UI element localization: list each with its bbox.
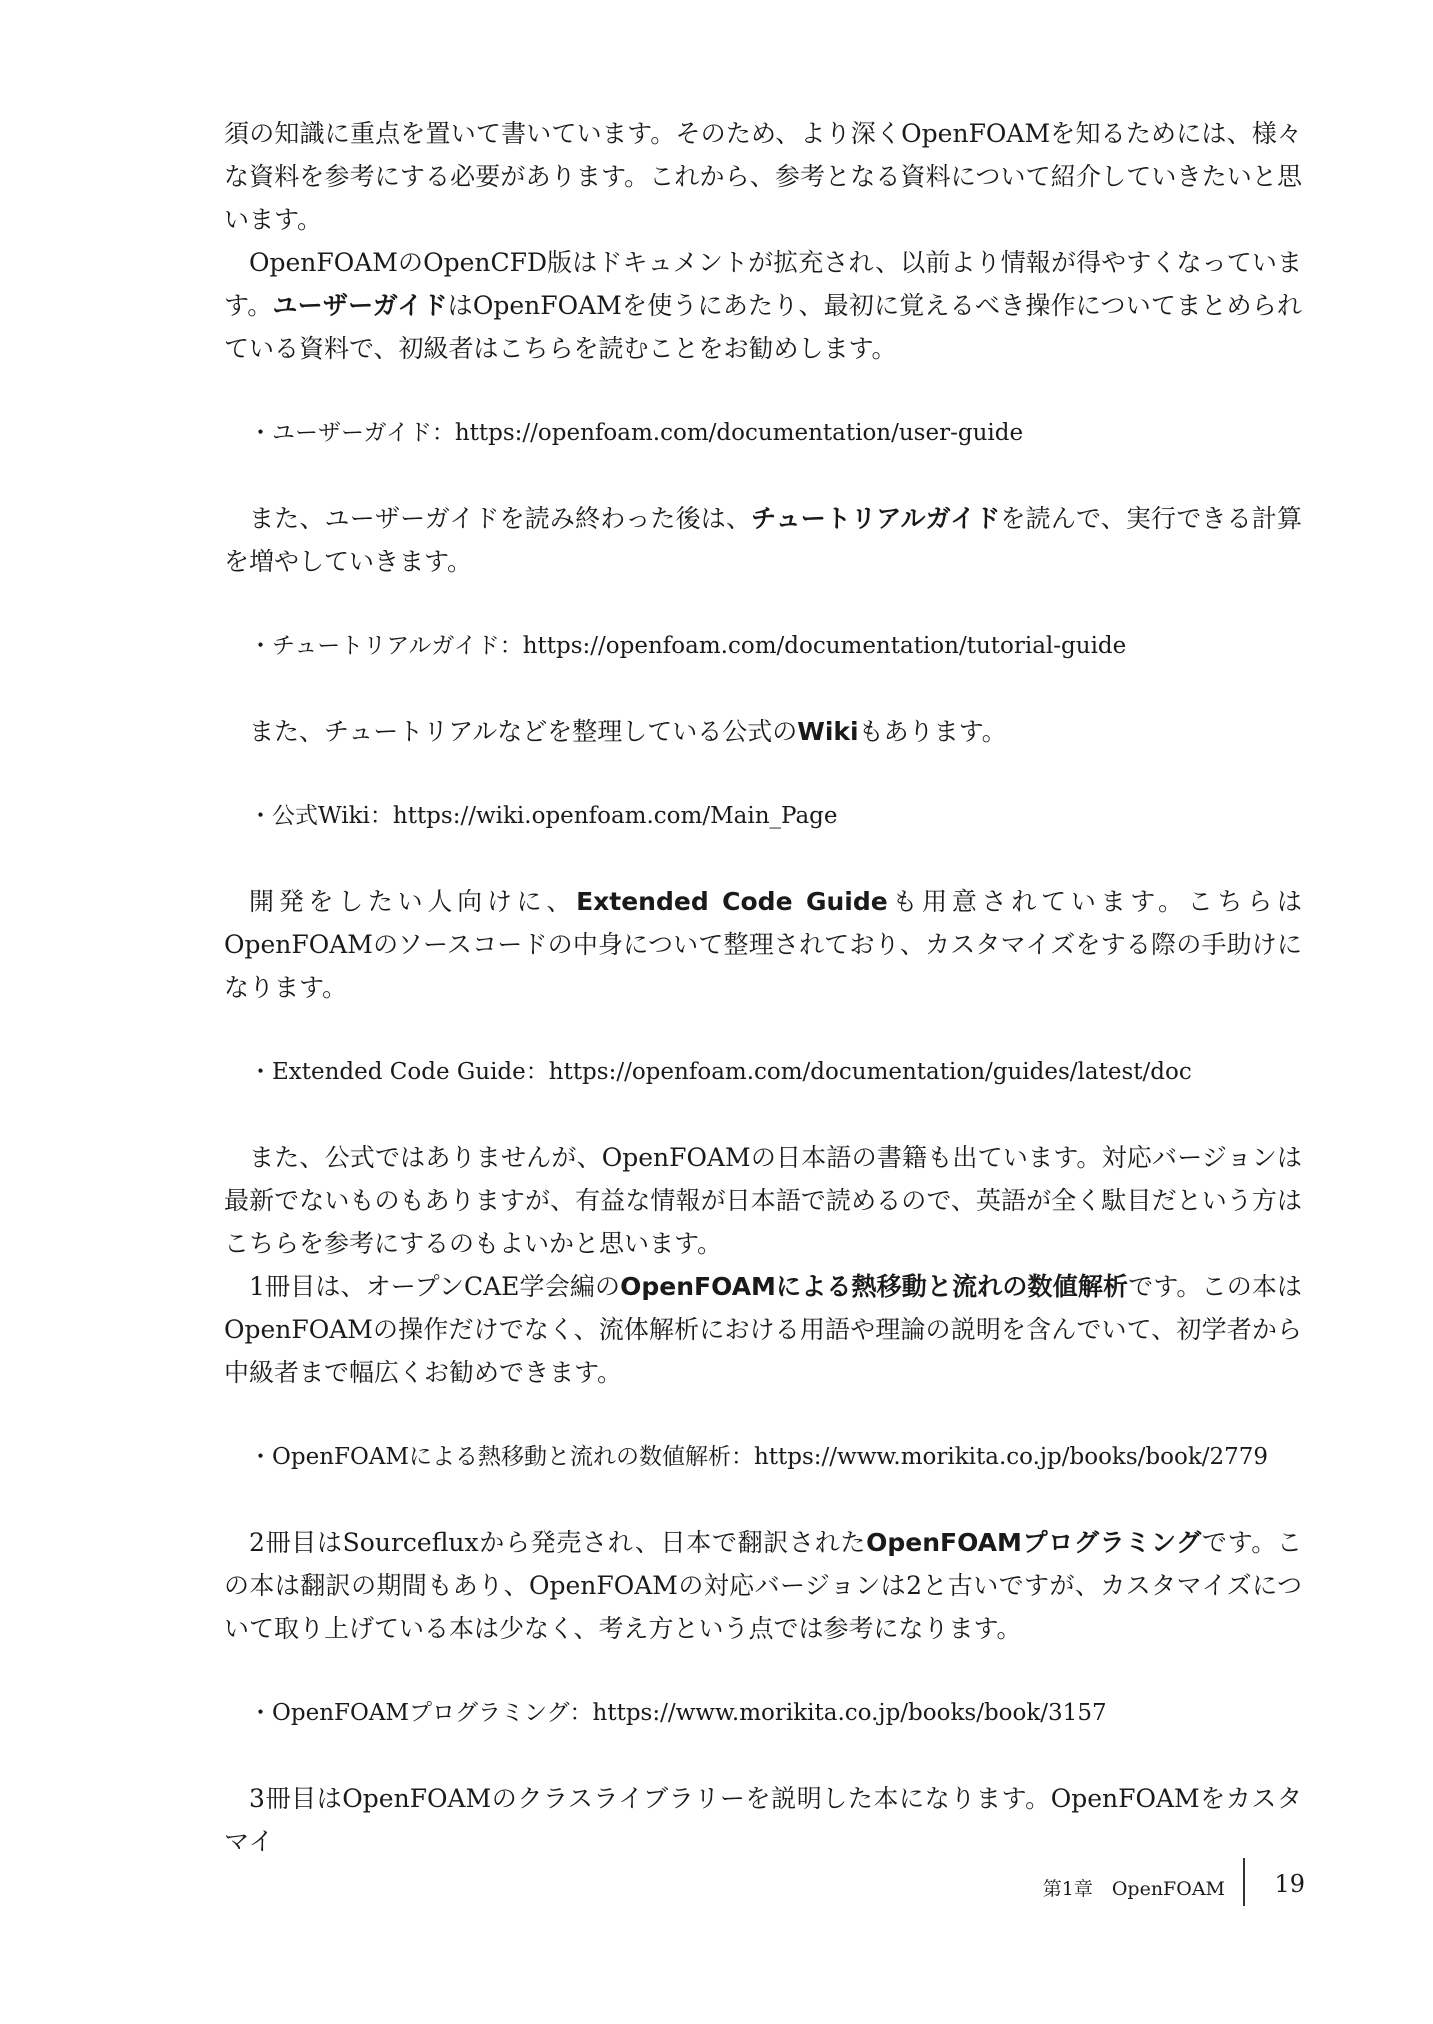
- paragraph-intro: 須の知識に重点を置いて書いています。そのため、より深くOpenFOAMを知るためには、様々な資料を参考にする必要があります。これから、参考となる資料について紹介していきたいと思います。: [224, 119, 1302, 234]
- paragraph-tutorial-guide: [224, 497, 1302, 583]
- page-body: [224, 112, 1302, 1863]
- spacer: [224, 753, 1302, 795]
- bold-term-tutorial-guide: チュートリアルガイド: [751, 504, 1001, 533]
- spacer: [224, 1094, 1302, 1136]
- text: を読んで、実行できる計算を増やしていきます。: [224, 504, 1302, 576]
- text: はOpenFOAMを使うにあたり、最初に覚えるべき操作についてまとめられている資料で、初級者はこちらを読むことをお勧めします。: [224, 291, 1302, 363]
- reference-tutorial-guide-link[interactable]: ・チュートリアルガイド：https://openfoam.com/documentation/tutorial-guide: [249, 633, 1127, 659]
- text: OpenFOAMのOpenCFD版はドキュメントが拡充され、以前より情報が得やすくなっています。: [224, 248, 1302, 320]
- spacer: [224, 583, 1302, 625]
- paragraph-book-3: 3冊目はOpenFOAMのクラスライブラリーを説明した本になります。OpenFOAMをカスタマイ: [224, 1784, 1302, 1856]
- text: も用意されています。こちらはOpenFOAMのソースコードの中身について整理されており、カスタマイズをする際の手助けになります。: [224, 887, 1302, 1002]
- reference-book-2-link[interactable]: ・OpenFOAMプログラミング：https://www.morikita.co.jp/books/book/3157: [249, 1700, 1107, 1726]
- bold-title-book-1: OpenFOAMによる熱移動と流れの数値解析: [620, 1272, 1129, 1301]
- spacer: [224, 668, 1302, 710]
- spacer: [224, 1650, 1302, 1692]
- text: です。この本はOpenFOAMの操作だけでなく、流体解析における用語や理論の説明を含んでいて、初学者から中級者まで幅広くお勧めできます。: [224, 1272, 1302, 1387]
- text: また、ユーザーガイドを読み終わった後は、: [249, 504, 752, 533]
- paragraph-user-guide: [224, 241, 1302, 370]
- footer-divider: [1243, 1858, 1245, 1906]
- bold-term-user-guide: ユーザーガイド: [272, 291, 448, 320]
- reference-wiki-link[interactable]: ・公式Wiki：https://wiki.openfoam.com/Main_Page: [249, 803, 838, 829]
- text: もあります。: [858, 717, 1007, 746]
- text: また、チュートリアルなどを整理している公式の: [249, 717, 798, 746]
- bold-title-book-2: OpenFOAMプログラミング: [866, 1528, 1202, 1557]
- spacer: [224, 1009, 1302, 1051]
- paragraph-wiki: [224, 710, 1302, 753]
- paragraph-extended-code-guide: [224, 880, 1302, 1009]
- bold-term-extended-code-guide: Extended Code Guide: [576, 887, 888, 916]
- text: 2冊目はSourcefluxから発売され、日本で翻訳された: [249, 1528, 867, 1557]
- reference-extended-code-guide-link[interactable]: ・Extended Code Guide：https://openfoam.com/documentation/guides/latest/doc: [249, 1059, 1192, 1085]
- paragraph-japanese-books: また、公式ではありませんが、OpenFOAMの日本語の書籍も出ています。対応バージョンは最新でないものもありますが、有益な情報が日本語で読めるので、英語が全く駄目だという方はこちらを参考にするのもよいかと思います。: [224, 1143, 1302, 1258]
- page-footer: [1000, 1858, 1305, 1918]
- spacer: [224, 1479, 1302, 1521]
- paragraph-book-1: [224, 1265, 1302, 1394]
- text: です。この本は翻訳の期間もあり、OpenFOAMの対応バージョンは2と古いですが、カスタマイズについて取り上げている本は少なく、考え方という点では参考になります。: [224, 1528, 1302, 1643]
- spacer: [224, 370, 1302, 412]
- spacer: [224, 838, 1302, 880]
- reference-user-guide-link[interactable]: ・ユーザーガイド：https://openfoam.com/documentation/user-guide: [249, 420, 1024, 446]
- spacer: [224, 455, 1302, 497]
- spacer: [224, 1394, 1302, 1436]
- text: 開発をしたい人向けに、: [249, 887, 577, 916]
- reference-book-1-link[interactable]: ・OpenFOAMによる熱移動と流れの数値解析：https://www.morikita.co.jp/books/book/2779: [249, 1444, 1269, 1470]
- paragraph-book-2: [224, 1521, 1302, 1650]
- bold-term-wiki: Wiki: [797, 717, 859, 746]
- text: 1冊目は、オープンCAE学会編の: [249, 1272, 621, 1301]
- page-number: 19: [1274, 1870, 1305, 1898]
- chapter-label: 第1章 OpenFOAM: [1042, 1878, 1225, 1900]
- spacer: [224, 1735, 1302, 1777]
